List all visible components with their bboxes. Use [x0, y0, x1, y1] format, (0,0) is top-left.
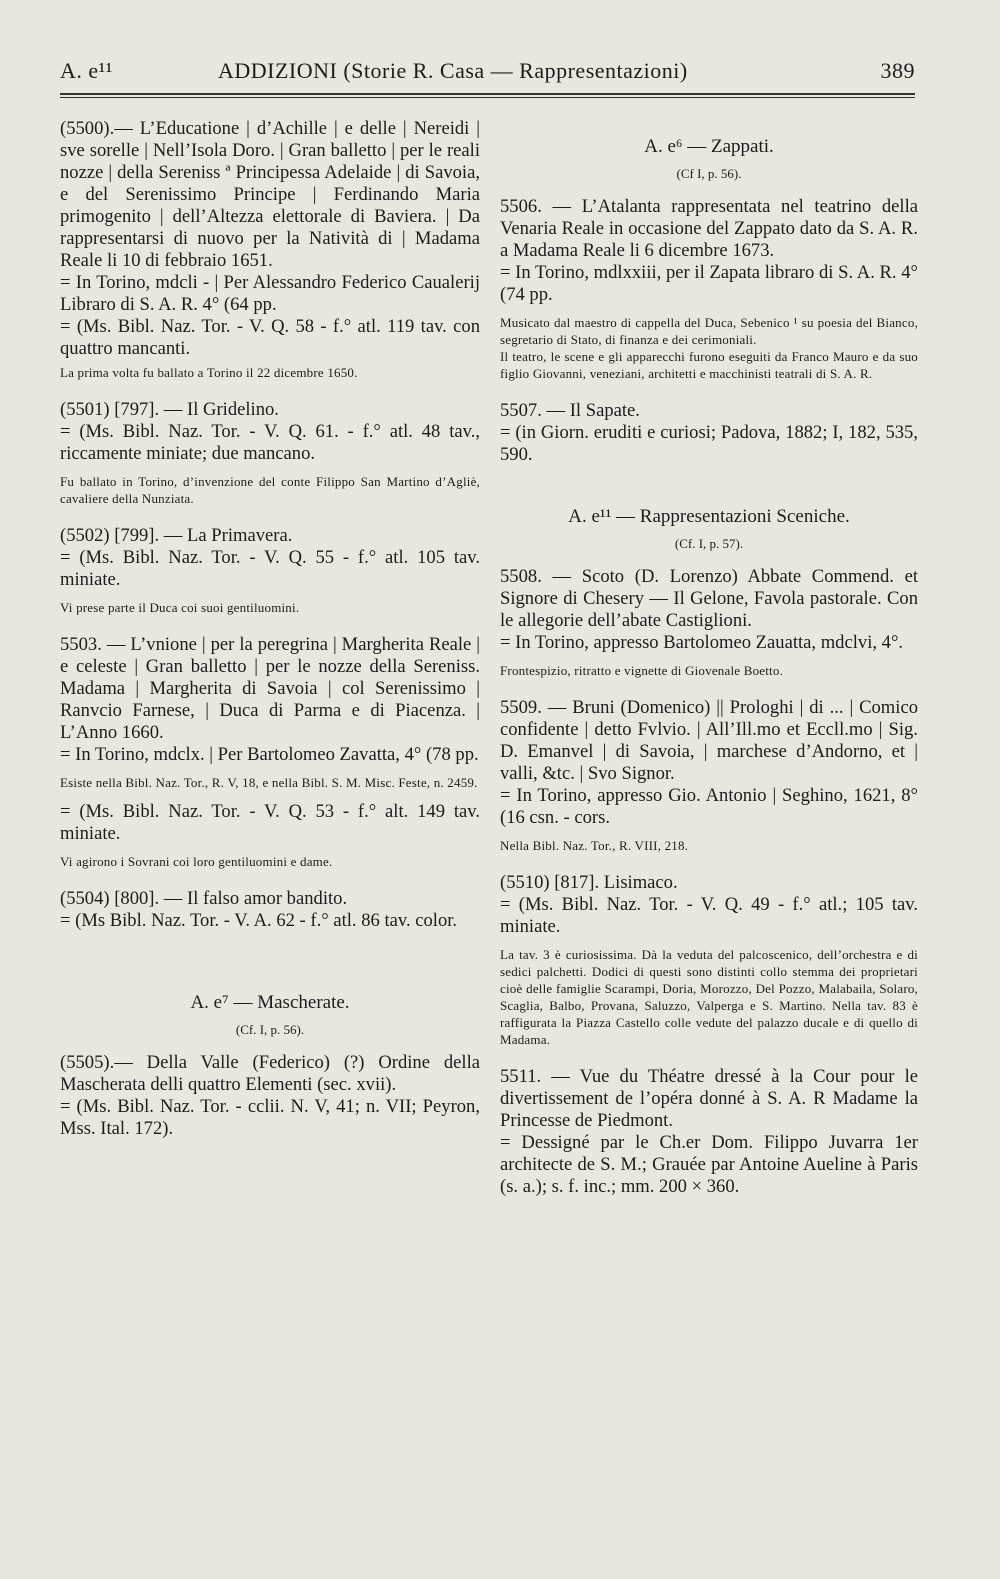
- running-title: ADDIZIONI (Storie R. Casa — Rappresentazioni): [218, 58, 688, 83]
- entry-5507: 5507. — Il Sapate.: [500, 400, 640, 421]
- imprint: = In Torino, appresso Bartolomeo Zauatta, mdclvi, 4°.: [500, 632, 904, 653]
- imprint: = In Torino, mdclx. | Per Bartolomeo Zavatta, 4° (78 pp.: [60, 744, 479, 765]
- imprint: = In Torino, appresso Gio. Antonio | Seghino, 1621, 8° (16 csn. - cors.: [500, 785, 918, 828]
- cross-reference: (Cf. I, p. 56).: [235, 1022, 305, 1037]
- entry-5510: (5510) [817]. Lisimaco.: [500, 872, 678, 893]
- entry-5508: 5508. — Scoto (D. Lorenzo) Abbate Commend. et Signore di Chesery — Il Gelone, Favola pastorale. Con le allegorie dell’abate Castiglioni.: [500, 566, 918, 631]
- entry-5503: 5503. — L’vnione | per la peregrina | Margherita Reale | e celeste | Gran balletto | per le nozze della Sereniss. Madama | Margherita di Savoia | col Serenissimo | Ranvcio Farnese, | Duca di Parma e di Piacenza. | L’Anno 1660.: [60, 634, 480, 743]
- header-rule: [60, 93, 915, 95]
- cross-reference: (Cf. I, p. 57).: [674, 536, 744, 551]
- left-column: [60, 118, 480, 1140]
- entry-5505: (5505).— Della Valle (Federico) (?) Ordine della Mascherata delli quattro Elementi (sec. xvii).: [60, 1052, 480, 1095]
- footnote: La prima volta fu ballato a Torino il 22 dicembre 1650.: [60, 365, 358, 380]
- entry-5500: (5500).— L’Educatione | d’Achille | e delle | Nereidi | sve sorelle | Nell’Isola Doro. | Gran balletto | per le reali nozze | della Sereniss ª Principessa Adelaide | di Savoia, e del Serenissimo Principe | Ferdinando Maria primogenito | dell’Altezza elettorale di Baviera. | Da rappresentarsi di nuovo per la Natività di | Madama Reale li 10 di febbraio 1651.: [60, 118, 480, 271]
- page-number: 389: [880, 58, 915, 83]
- cross-reference: (Cf I, p. 56).: [676, 166, 742, 181]
- running-header: [60, 58, 915, 90]
- section-heading: A. e⁶ — Zappati.: [644, 136, 774, 157]
- manuscript-ref: = (Ms. Bibl. Naz. Tor. - V. Q. 61. - f.° atl. 48 tav., riccamente miniate; due mancano.: [60, 421, 480, 464]
- entry-5504: (5504) [800]. — Il falso amor bandito.: [60, 888, 348, 909]
- manuscript-ref: = (Ms. Bibl. Naz. Tor. - V. Q. 53 - f.° alt. 149 tav. miniate.: [60, 801, 480, 844]
- imprint: = In Torino, mdcli - | Per Alessandro Federico Caualerij Libraro di S. A. R. 4° (64 pp.: [60, 272, 480, 315]
- footnote: Musicato dal maestro di cappella del Duca, Sebenico ¹ su poesia del Bianco, segretario di Stato, di finanza e dei cerimoniali.: [500, 315, 918, 347]
- section-heading: A. e⁷ — Mascherate.: [190, 992, 350, 1013]
- entry-5509: 5509. — Bruni (Domenico) || Prologhi | di ... | Comico confidente | detto Fvlvio. | All’Ill.mo et Eccll.mo | Sig. D. Emanvel | di Savoia, | marchese d’Andorno, et | valli, &tc. | Svo Signor.: [500, 697, 918, 784]
- manuscript-ref: = (Ms Bibl. Naz. Tor. - V. A. 62 - f.° atl. 86 tav. color.: [60, 910, 458, 931]
- imprint: = In Torino, mdlxxiii, per il Zapata libraro di S. A. R. 4° (74 pp.: [500, 262, 918, 305]
- footnote: Vi prese parte il Duca coi suoi gentiluomini.: [60, 600, 300, 615]
- entry-5502: (5502) [799]. — La Primavera.: [60, 525, 293, 546]
- entry-5506: 5506. — L’Atalanta rappresentata nel teatrino della Venaria Reale in occasione del Zappato dato da S. A. R. a Madama Reale li 6 dicembre 1673.: [500, 196, 918, 261]
- engraving-ref: = Dessigné par le Ch.er Dom. Filippo Juvarra 1er architecte de S. M.; Grauée par Antoine Aueline à Paris (s. a.); s. f. inc.; mm. 200 × 360.: [500, 1132, 918, 1197]
- manuscript-ref: = (Ms. Bibl. Naz. Tor. - V. Q. 49 - f.° atl.; 105 tav. miniate.: [500, 894, 918, 937]
- entry-5511: 5511. — Vue du Théatre dressé à la Cour pour le divertissement de l’opéra donné à S. A. R Madame la Princesse de Piedmont.: [500, 1066, 918, 1131]
- header-rule-thin: [60, 97, 915, 98]
- footnote: Esiste nella Bibl. Naz. Tor., R. V, 18, e nella Bibl. S. M. Misc. Feste, n. 2459.: [60, 775, 478, 790]
- manuscript-ref: = (Ms. Bibl. Naz. Tor. - V. Q. 55 - f.° atl. 105 tav. miniate.: [60, 547, 480, 590]
- footnote: Vi agirono i Sovrani coi loro gentiluomini e dame.: [60, 854, 333, 869]
- section-heading: A. e¹¹ — Rappresentazioni Sceniche.: [568, 506, 850, 527]
- entry-5501: (5501) [797]. — Il Gridelino.: [60, 399, 279, 420]
- right-column: [500, 118, 918, 1198]
- footnote: Nella Bibl. Naz. Tor., R. VIII, 218.: [500, 838, 689, 853]
- manuscript-ref: = (Ms. Bibl. Naz. Tor. - cclii. N. V, 41; n. VII; Peyron, Mss. Ital. 172).: [60, 1096, 480, 1139]
- footnote: Frontespizio, ritratto e vignette di Giovenale Boetto.: [500, 663, 784, 678]
- footnote: Il teatro, le scene e gli apparecchi furono eseguiti da Franco Mauro e da suo figlio Giovanni, veneziani, architetti e macchinisti teatrali di S. A. R.: [500, 349, 918, 381]
- footnote: La tav. 3 è curiosissima. Dà la veduta del palcoscenico, dell’orchestra e di sedici palchetti. Dodici di questi sono distinti collo stemma dei proprietari cioè delle famiglie Scarampi, Doria, Morozzo, Del Pozzo, Malabaila, Solaro, Scaglia, Balbo, Provana, Saluzzo, Valperga e S. Martino. Nella tav. 83 è raffigurata la Piazza Castello colle vedute del palazzo ducale e di quello di Madama.: [500, 947, 918, 1047]
- journal-ref: = (in Giorn. eruditi e curiosi; Padova, 1882; I, 182, 535, 590.: [500, 422, 918, 465]
- footnote: Fu ballato in Torino, d’invenzione del conte Filippo San Martino d’Agliè, cavaliere della Nunziata.: [60, 474, 480, 506]
- section-code: A. e¹¹: [60, 58, 113, 83]
- manuscript-ref: = (Ms. Bibl. Naz. Tor. - V. Q. 58 - f.° atl. 119 tav. con quattro mancanti.: [60, 316, 480, 359]
